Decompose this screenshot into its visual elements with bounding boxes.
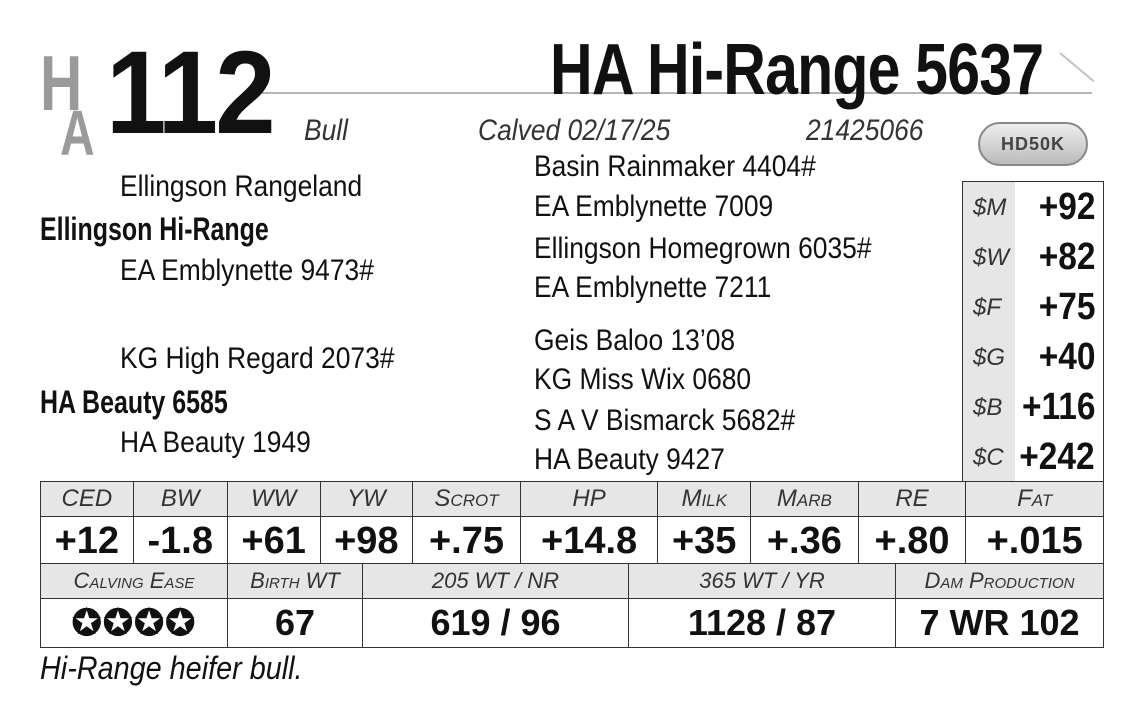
epd-value: +12 [41,517,134,566]
performance-header-row [41,564,1104,599]
index-label: $C [973,444,1004,471]
dam-sire: KG High Regard 2073# [120,342,395,375]
sd-dam: EA Emblynette 7211 [534,271,772,304]
epd-value: -1.8 [133,517,227,566]
logo-letter-h: H [40,39,83,127]
dd-dam: HA Beauty 9427 [534,443,725,476]
header-rule-tail [1059,52,1094,82]
ds-dam: KG Miss Wix 0680 [534,363,752,396]
perf-header: Calving Ease [41,564,228,599]
dam-dam: HA Beauty 1949 [120,426,311,459]
birth-weight: 67 [228,599,363,648]
epd-header: Milk [658,482,751,517]
epd-table [40,481,1104,566]
remark: Hi-Range heifer bull. [40,650,303,686]
index-row [963,182,1103,232]
ss-sire: Basin Rainmaker 4404# [534,150,816,183]
index-row [963,382,1103,432]
ha-logo [40,38,110,168]
weaning-weight-ratio: 619 / 96 [363,599,629,648]
hd50k-badge: HD50K [978,122,1088,166]
ss-dam: EA Emblynette 7009 [534,190,774,223]
index-row [963,282,1103,332]
sire: Ellingson Hi-Range [40,211,269,247]
index-label: $W [973,244,1009,271]
epd-header: Fat [966,482,1104,517]
epd-value: +.36 [751,517,859,566]
index-value: +92 [1038,186,1095,228]
epd-value: +35 [658,517,751,566]
animal-name: HA Hi-Range 5637 [550,30,1044,110]
yearling-weight-ratio: 1128 / 87 [629,599,896,648]
epd-value: +.75 [413,517,521,566]
perf-header: 205 WT / NR [363,564,629,599]
calving-ease-stars: ✪✪✪✪ [41,599,228,648]
logo-letter-a: A [60,97,95,169]
index-label: $G [973,344,1006,371]
epd-header-row [41,482,1104,517]
epd-header: BW [133,482,227,517]
index-value: +116 [1021,386,1095,428]
perf-header: Birth WT [228,564,363,599]
index-label: $B [973,394,1003,421]
calved-date: Calved 02/17/25 [478,114,671,147]
epd-value: +.015 [966,517,1104,566]
epd-value: +.80 [858,517,966,566]
sire-sire: Ellingson Rangeland [120,170,363,203]
perf-header: Dam Production [896,564,1104,599]
performance-value-row [41,599,1104,648]
index-row [963,232,1103,282]
epd-value: +98 [320,517,413,566]
dd-sire: S A V Bismarck 5682# [534,404,796,437]
epd-header: WW [227,482,320,517]
dollar-index-box [962,181,1104,482]
index-value: +40 [1038,336,1095,378]
index-label: $M [973,194,1007,221]
index-value: +82 [1038,236,1095,278]
perf-header: 365 WT / YR [629,564,896,599]
epd-header: YW [320,482,413,517]
index-label: $F [973,294,1002,321]
performance-table [40,563,1104,648]
epd-header: RE [858,482,966,517]
epd-header: Marb [751,482,859,517]
sire-dam: EA Emblynette 9473# [120,254,374,287]
epd-value: +14.8 [520,517,658,566]
sex: Bull [304,114,349,147]
sd-sire: Ellingson Homegrown 6035# [534,232,872,265]
epd-header: Scrot [413,482,521,517]
registration-number: 21425066 [806,114,924,147]
dam: HA Beauty 6585 [40,384,228,420]
index-row [963,432,1103,482]
epd-value: +61 [227,517,320,566]
epd-header: HP [520,482,658,517]
dam-production: 7 WR 102 [896,599,1104,648]
epd-header: CED [41,482,134,517]
ds-sire: Geis Baloo 13’08 [534,324,736,357]
index-value: +75 [1038,286,1095,328]
lot-number: 112 [106,27,273,159]
epd-value-row [41,517,1104,566]
index-row [963,332,1103,382]
index-value: +242 [1019,436,1095,478]
